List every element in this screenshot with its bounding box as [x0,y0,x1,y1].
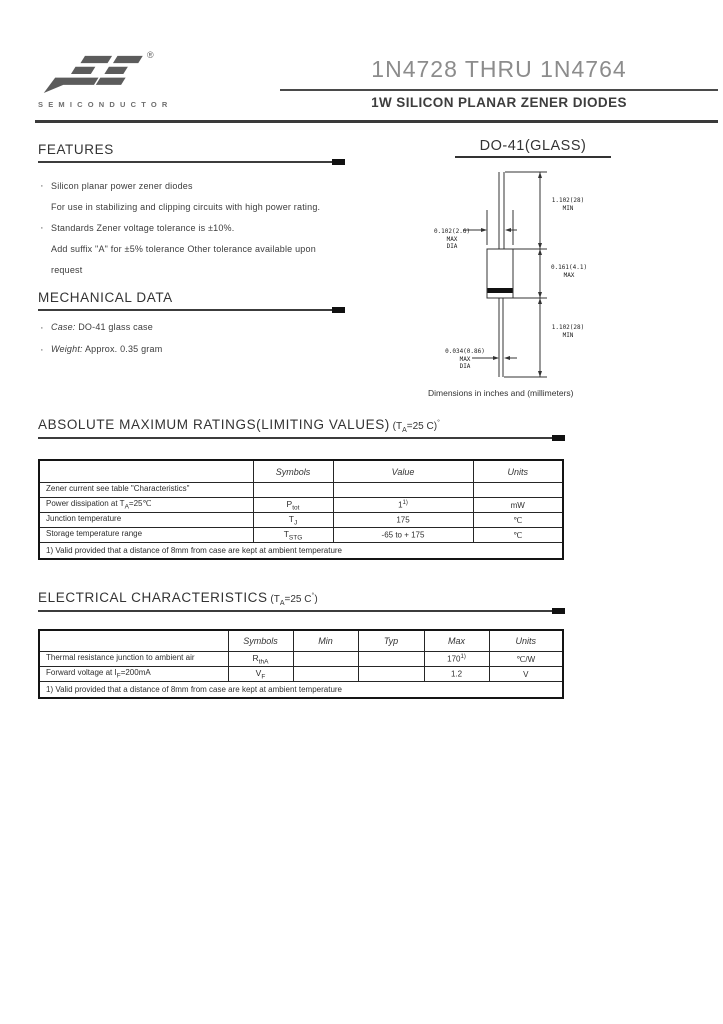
package-title: DO-41(GLASS) [455,138,611,158]
table-row: Thermal resistance junction to ambient air $R_{thA}$ 170$^{1)}$ ℃/W [39,652,563,667]
mechanical-rule [38,309,345,311]
mechanical-text: Approx. 0.35 gram [82,344,163,354]
mechanical-term: Case: [51,322,76,332]
table-row: Forward voltage at $I_F=200mA$ $V_F$ 1.2 V [39,667,563,682]
registered-mark: ® [147,50,154,60]
dim-lead-bottom: 1.102(28) MIN [551,324,585,339]
dim-body-diameter: 0.102(2.6) MAX DIA [433,228,471,250]
elec-char-table [38,629,564,699]
table-header-row: Symbols Value Units [39,460,563,483]
features-rule [38,161,345,163]
part-number-title: 1N4728 THRU 1N4764 [371,56,627,82]
header-rule [35,120,718,123]
mechanical-text: DO-41 glass case [75,322,153,332]
bullet-dot-icon: · [40,344,44,356]
feature-item [38,218,316,281]
feature-line: For use in stabilizing and clipping circuits with high power rating. [51,202,321,212]
mechanical-term: Weight: [51,344,83,354]
table-row: Power dissipation at $T_A=25℃$ $P_{tot}$ 1$^{1)}$ mW [39,498,563,513]
table-row: Zener current see table "Characteristics" [39,483,563,498]
elec-char-heading: ELECTRICAL CHARACTERISTICS ($T_A=25$ C°) [38,590,318,607]
title-rule [280,89,718,91]
feature-line: Silicon planar power zener diodes [51,181,193,191]
abs-max-rule [38,437,565,439]
abs-max-table [38,459,564,560]
mechanical-item [38,344,162,354]
dim-lead-top: 1.102(28) MIN [551,197,585,212]
je-semiconductor-logo-icon [38,52,150,96]
table-header-row: Symbols Min Typ Max Units [39,630,563,652]
dim-body-length: 0.161(4.1) MAX [550,264,588,279]
dimensions-caption: Dimensions in inches and (millimeters) [428,388,574,398]
feature-line: request [51,265,83,275]
feature-line: Standards Zener voltage tolerance is ±10%. [51,223,235,233]
cathode-band [488,288,513,293]
table-footnote-row: 1) Valid provided that a distance of 8mm from case are kept at ambient temperature [39,543,563,560]
features-heading: FEATURES [38,142,114,157]
logo-semiconductor-text: SEMICONDUCTOR [38,100,173,109]
page-subtitle: 1W SILICON PLANAR ZENER DIODES [371,95,627,110]
feature-line: Add suffix "A" for ±5% tolerance Other tolerance available upon [51,244,316,254]
elec-char-rule [38,610,565,612]
bullet-dot-icon: · [40,180,44,192]
bullet-dot-icon: · [40,322,44,334]
mechanical-data-heading: MECHANICAL DATA [38,290,173,305]
bullet-dot-icon: · [40,222,44,234]
table-row: Storage temperature range $T_{STG}$ -65 to + 175 ℃ [39,528,563,543]
mechanical-item [38,322,153,332]
dim-lead-diameter: 0.034(0.86) MAX DIA [445,348,485,370]
table-footnote-row: 1) Valid provided that a distance of 8mm from case are kept at ambient temperature [39,682,563,699]
abs-max-heading: ABSOLUTE MAXIMUM RATINGS(LIMITING VALUES) ($T_A=25$ C)° [38,417,440,434]
table-row: Junction temperature $T_J$ 175 ℃ [39,513,563,528]
feature-item [38,176,320,218]
